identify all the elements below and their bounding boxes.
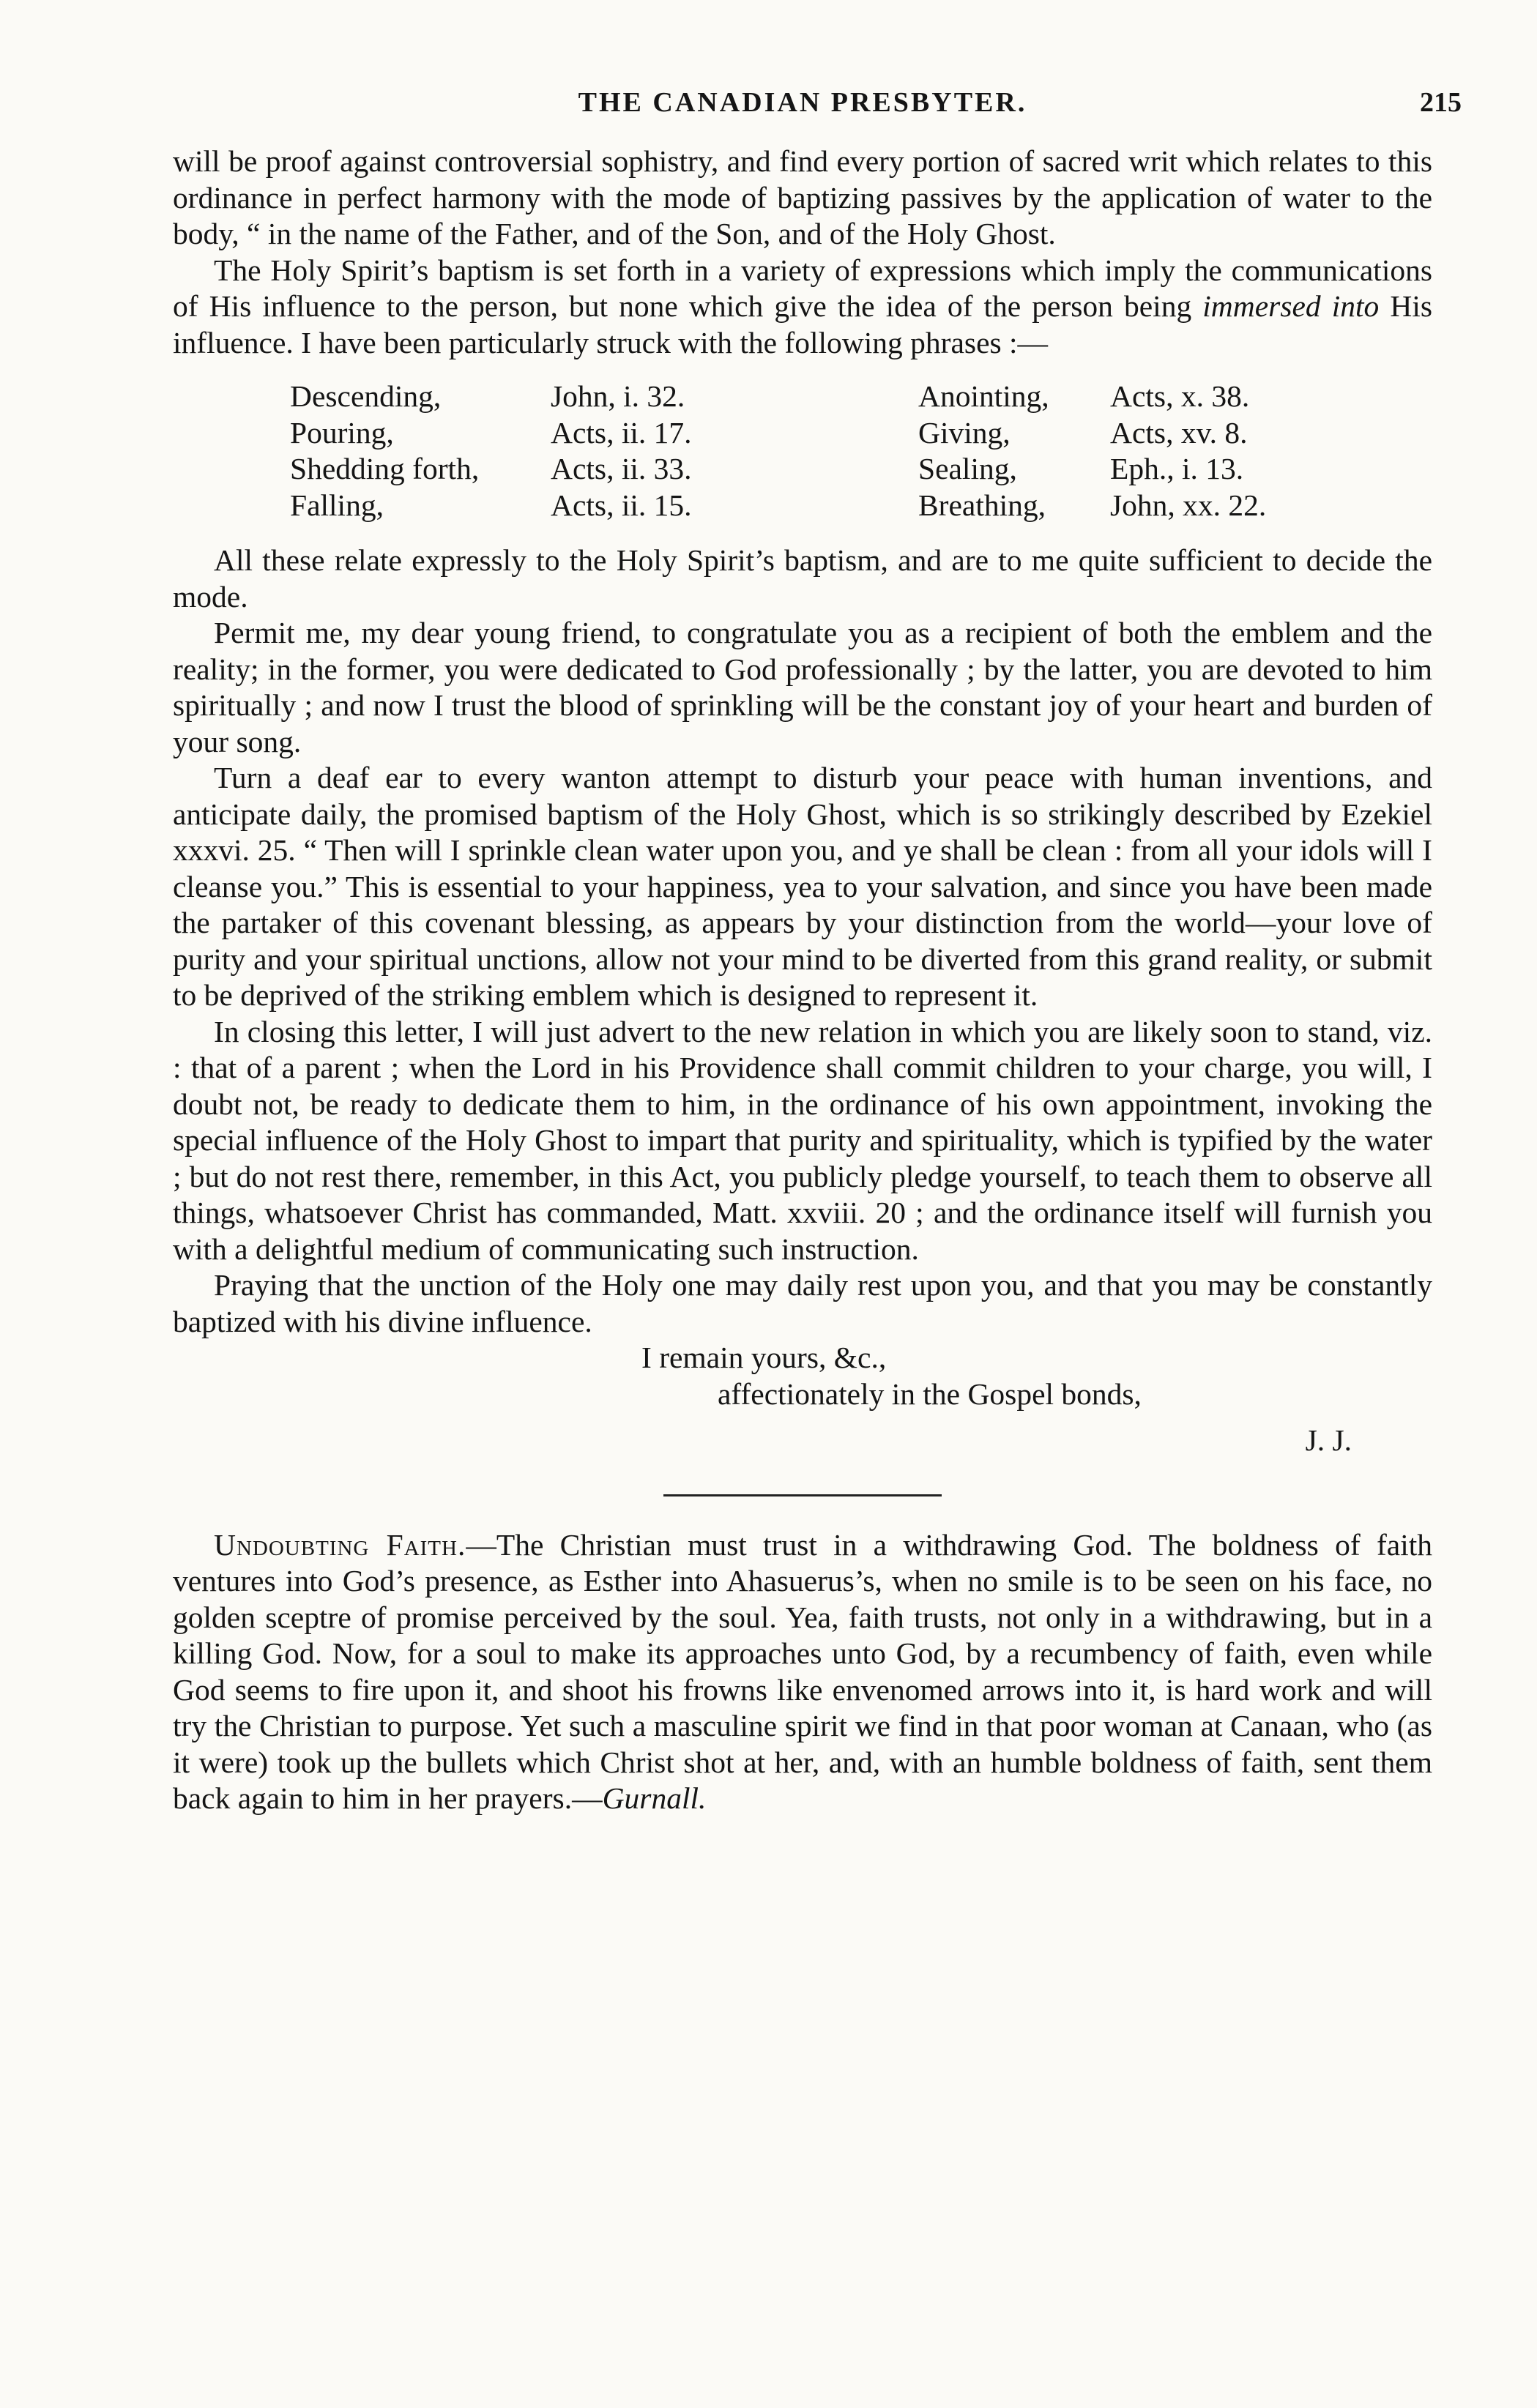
letter bbox=[173, 143, 1432, 1459]
reference-term: Pouring, bbox=[290, 415, 394, 450]
article-body: —The Christian must trust in a withdrawing God. The boldness of faith ventures into God’s presence, as Esther into Ahasuerus’s, when no smile is to be seen on his face, no golden sceptre of promise perceived by the soul. Yea, faith trusts, not only in a withdrawing, but in a killing God. Now, for a soul to make its approaches unto God, by a recumbency of faith, even while God seems to fire upon it, and shoot his frowns like envenomed arrows into it, is hard work and will try the Christian to purpose. Yet such a masculine spirit we find in that poor woman at Canaan, who (as it were) took up the bullets which Christ shot at her, and, with an humble boldness of faith, sent them back again to him in her prayers.— bbox=[173, 1527, 1433, 1815]
reference-citation: Acts, x. 38. bbox=[1110, 379, 1250, 413]
reference-citation: Acts, xv. 8. bbox=[1110, 415, 1248, 450]
reference-citation: Eph., i. 13. bbox=[1110, 452, 1244, 485]
reference-citation: Acts, ii. 15. bbox=[551, 488, 692, 522]
page-number: 215 bbox=[1420, 87, 1462, 118]
paragraph-2-text-a: The Holy Spirit’s baptism is set forth in a variety of expressions which imply the communications of His influence to the person, but none which give the idea of the person being bbox=[173, 253, 1432, 323]
closing-line-2: affectionately in the Gospel bonds, bbox=[718, 1376, 1142, 1411]
reference-term: Anointing, bbox=[918, 379, 1049, 413]
reference-citation: Acts, ii. 17. bbox=[551, 415, 692, 450]
reference-term: Breathing, bbox=[918, 488, 1046, 522]
reference-term: Falling, bbox=[290, 488, 384, 522]
article-heading: Undoubting Faith. bbox=[214, 1527, 466, 1562]
reference-row bbox=[290, 379, 1315, 415]
letter-paragraph-6: In closing this letter, I will just advert to the new relation in which you are likely soon to stand, viz. : that of a parent ; when the Lord in his Providence shall commit children to your charge, you will, I doubt not, be ready to dedicate them to him, in the ordinance of his own appointment, invoking the special influence of the Holy Ghost to impart that purity and spirituality, which is typified by the water ; but do not rest there, remember, in this Act, you publicly pledge yourself, to teach them to observe all things, whatsoever Christ has commanded, Matt. xxviii. 20 ; and the ordinance itself will furnish you with a delightful medium of communicating such instruction. bbox=[173, 1014, 1432, 1266]
letter-paragraph-3: All these relate expressly to the Holy Spirit’s baptism, and are to me quite sufficient to decide the mode. bbox=[173, 543, 1432, 614]
running-title: THE CANADIAN PRESBYTER. bbox=[578, 87, 1027, 118]
page bbox=[173, 86, 1462, 1817]
reference-row bbox=[290, 451, 1315, 488]
reference-row bbox=[290, 415, 1315, 452]
running-head bbox=[173, 86, 1462, 143]
letter-paragraph-5: Turn a deaf ear to every wanton attempt to disturb your peace with human inventions, and anticipate daily, the promised baptism of the Holy Ghost, which is so strikingly described by Ezekiel xxxvi. 25. “ Then will I sprinkle clean water upon you, and ye shall be clean : from all your idols will I cleanse you.” This is essential to your happiness, yea to your salvation, and since you have been made the partaker of this covenant blessing, as appears by your distinction from the world—your love of purity and your spiritual unctions, allow not your mind to be diverted from this grand reality, or submit to be deprived of the striking emblem which is designed to represent it. bbox=[173, 761, 1432, 1012]
article-paragraph bbox=[173, 1527, 1432, 1817]
reference-term: Shedding forth, bbox=[290, 452, 480, 485]
signature-initials: J. J. bbox=[1305, 1423, 1352, 1457]
scripture-references-table bbox=[290, 379, 1315, 523]
section-divider bbox=[663, 1494, 942, 1496]
letter-paragraph-7: Praying that the unction of the Holy one may daily rest upon you, and that you may be constantly baptized with his divine influence. bbox=[173, 1268, 1432, 1338]
closing-line-1: I remain yours, &c., bbox=[641, 1341, 887, 1374]
reference-row bbox=[290, 488, 1315, 524]
letter-paragraph-1: will be proof against controversial sophistry, and find every portion of sacred writ which relates to this ordinance in perfect harmony with the mode of baptizing passives by the application of water to the body, “ in the name of the Father, and of the Son, and of the Holy Ghost. bbox=[173, 144, 1432, 250]
reference-term: Sealing, bbox=[918, 452, 1017, 485]
reference-citation: Acts, ii. 33. bbox=[551, 452, 692, 485]
reference-term: Descending, bbox=[290, 379, 442, 413]
reference-citation: John, xx. 22. bbox=[1110, 488, 1267, 522]
reference-term: Giving, bbox=[918, 415, 1011, 450]
paragraph-2-italic: immersed into bbox=[1202, 289, 1380, 323]
letter-paragraph-4: Permit me, my dear young friend, to congratulate you as a recipient of both the emblem and the reality; in the former, you were dedicated to God professionally ; by the latter, you are devoted to him spiritually ; and now I trust the blood of sprinkling will be the constant joy of your heart and burden of your song. bbox=[173, 616, 1432, 758]
article-source: Gurnall. bbox=[602, 1781, 707, 1815]
letter-paragraph-2 bbox=[173, 253, 1432, 362]
reference-citation: John, i. 32. bbox=[551, 379, 685, 413]
paragraph-2-text-b: His influence. I have been particularly struck with the following phrases :— bbox=[173, 289, 1433, 359]
